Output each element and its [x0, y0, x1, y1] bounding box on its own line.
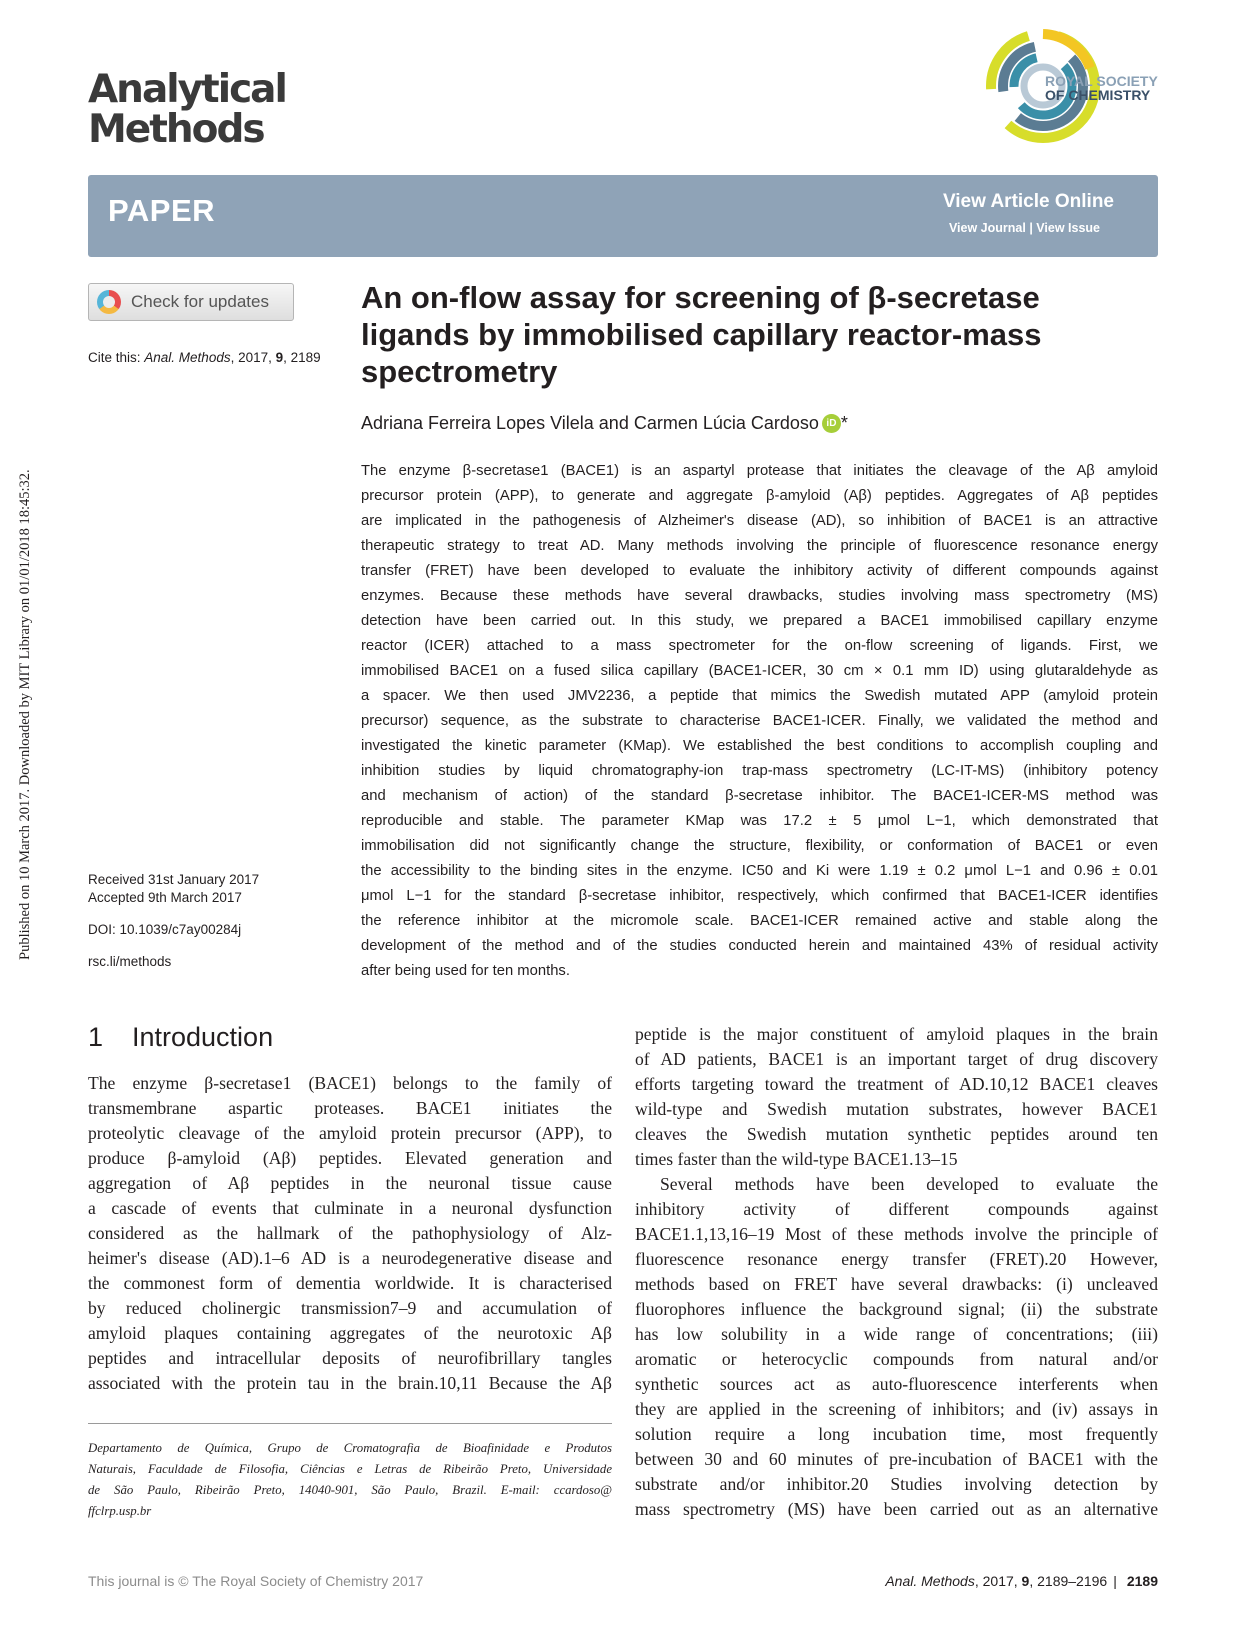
- body-line: heimer's disease (AD).1–6 AD is a neurodegenerative disease and: [88, 1248, 612, 1268]
- journal-title: [88, 67, 286, 152]
- check-for-updates-button[interactable]: [88, 283, 294, 321]
- footnote-line: de São Paulo, Ribeirão Preto, 14040-901, São Paulo, Brazil. E-mail: ccardoso@: [88, 1483, 612, 1497]
- abstract-line: after being used for ten months.: [361, 963, 570, 979]
- abstract-line: a spacer. We then used JMV2236, a peptide that mimics the Swedish mutated APP (amyloid protein: [361, 688, 1158, 704]
- abstract-line: investigated the kinetic parameter (KMap). We established the best conditions to accomplish coupling and: [361, 738, 1158, 754]
- abstract-line: reactor (ICER) attached to a mass spectrometer for the on-flow screening of ligands. First, we: [361, 638, 1158, 654]
- article-title: [361, 279, 1151, 390]
- view-article-online-link[interactable]: View Article Online: [942, 191, 1114, 212]
- abstract-line: the reference inhibitor at the micromole scale. BACE1-ICER remained active and stable along the: [361, 913, 1158, 929]
- journal-title-line2: Methods: [88, 107, 264, 152]
- download-note-text: Published on 10 March 2017. Downloaded by MIT Library on 01/01/2018 18:45:32.: [17, 469, 33, 960]
- body-line: synthetic sources act as auto-fluorescence interferents when: [635, 1374, 1158, 1394]
- journal-title-line1: Analytical: [88, 67, 286, 112]
- body-line: substrate and/or inhibitor.20 Studies involving detection by: [635, 1474, 1158, 1494]
- body-line: wild-type and Swedish mutation substrates, however BACE1: [635, 1099, 1158, 1119]
- abstract: [361, 459, 1158, 984]
- body-line: they are applied in the screening of inhibitors; and (iv) assays in: [635, 1399, 1158, 1419]
- check-for-updates-label: Check for updates: [131, 292, 269, 311]
- accepted-date: Accepted 9th March 2017: [88, 890, 242, 905]
- doi[interactable]: DOI: 10.1039/c7ay00284j: [88, 922, 242, 937]
- abstract-line: detection have been carried out. In this study, we prepared a BACE1 immobilised capillary enzyme: [361, 613, 1158, 629]
- body-line: considered as the hallmark of the pathophysiology of Alz-: [88, 1223, 612, 1243]
- body-line: proteolytic cleavage of the amyloid protein precursor (APP), to: [88, 1123, 612, 1143]
- body-line: inhibitory activity of different compounds against: [635, 1199, 1158, 1219]
- body-column-left: [88, 1071, 612, 1396]
- authors: [361, 413, 848, 434]
- body-line: of AD patients, BACE1 is an important target of drug discovery: [635, 1049, 1158, 1069]
- rsc-logo-line2: OF CHEMISTRY: [1045, 87, 1151, 103]
- abstract-line: therapeutic strategy to treat AD. Many methods involving the principle of fluorescence resonance energy: [361, 538, 1158, 554]
- body-line: aromatic or heterocyclic compounds from natural and/or: [635, 1349, 1158, 1369]
- title-line: spectrometry: [361, 354, 558, 389]
- rsc-logo: [985, 28, 1160, 146]
- received-date: Received 31st January 2017: [88, 872, 260, 887]
- cite-journal: Anal. Methods: [144, 350, 231, 365]
- view-journal-link[interactable]: View Journal: [948, 221, 1026, 235]
- body-line: solution require a long incubation time, most frequently: [635, 1424, 1158, 1444]
- body-line: mass spectrometry (MS) have been carried out as an alternative: [635, 1499, 1158, 1519]
- body-line: the commonest form of dementia worldwide. It is characterised: [88, 1273, 612, 1293]
- citation: [88, 350, 321, 365]
- body-line: peptide is the major constituent of amyloid plaques in the brain: [635, 1024, 1158, 1044]
- body-line: between 30 and 60 minutes of pre-incubation of BACE1 with the: [635, 1449, 1158, 1469]
- title-line: ligands by immobilised capillary reactor-mass: [361, 317, 1042, 352]
- footnote-line: ffclrp.usp.br: [88, 1504, 152, 1518]
- body-line: has low solubility in a wide range of concentrations; (iii): [635, 1324, 1158, 1344]
- body-line: produce β-amyloid (Aβ) peptides. Elevated generation and: [88, 1148, 612, 1168]
- body-line: methods based on FRET have several drawbacks: (i) uncleaved: [635, 1274, 1158, 1294]
- body-line: The enzyme β-secretase1 (BACE1) belongs to the family of: [88, 1073, 612, 1093]
- abstract-line: development of the method and of the studies conducted herein and maintained 43% of residual activity: [361, 938, 1158, 954]
- cite-prefix: Cite this:: [88, 350, 145, 365]
- body-column-right: [635, 1022, 1158, 1522]
- cite-page: , 2189: [283, 350, 321, 365]
- abstract-line: μmol L−1 for the standard β-secretase inhibitor, respectively, which confirmed that BACE1-ICER identifies: [361, 888, 1158, 904]
- page-number: 2189: [1126, 1573, 1158, 1589]
- banner-link-separator: |: [1029, 221, 1033, 235]
- abstract-line: inhibition studies by liquid chromatography-ion trap-mass spectrometry (LC-IT-MS) (inhibitory potency: [361, 763, 1158, 779]
- corresponding-author-mark: *: [840, 413, 848, 433]
- footnote-line: Departamento de Química, Grupo de Cromatografia de Bioafinidade e Produtos: [88, 1441, 612, 1455]
- paper-banner: [88, 175, 1158, 257]
- abstract-line: enzymes. Because these methods have several drawbacks, studies involving mass spectrometry (MS): [361, 588, 1158, 604]
- footer-journal: Anal. Methods: [885, 1573, 975, 1589]
- abstract-line: are implicated in the pathogenesis of Alzheimer's disease (AD), so inhibition of BACE1 is an attractive: [361, 513, 1158, 529]
- rsc-logo-line1: ROYAL SOCIETY: [1045, 73, 1158, 89]
- body-line: Several methods have been developed to evaluate the: [660, 1174, 1158, 1194]
- body-line: fluorescence resonance energy transfer (FRET).20 However,: [635, 1249, 1158, 1269]
- view-issue-link[interactable]: View Issue: [1036, 221, 1100, 235]
- body-line: aggregation of Aβ peptides in the neuronal tissue cause: [88, 1173, 612, 1193]
- abstract-line: and mechanism of action) of the standard β-secretase inhibitor. The BACE1-ICER-MS method was: [361, 788, 1158, 804]
- footnote-line: Naturais, Faculdade de Filosofia, Ciências e Letras de Ribeirão Preto, Universidade: [88, 1462, 612, 1476]
- abstract-line: precursor) sequence, as the substrate to characterise BACE1-ICER. Finally, we validated the method and: [361, 713, 1158, 729]
- title-line: An on-flow assay for screening of β-secretase: [361, 280, 1040, 315]
- body-line: transmembrane aspartic proteases. BACE1 initiates the: [88, 1098, 612, 1118]
- body-line: BACE1.1,13,16–19 Most of these methods involve the principle of: [635, 1224, 1158, 1244]
- page-footer: [885, 1573, 1158, 1589]
- body-line: efforts targeting toward the treatment of AD.10,12 BACE1 cleaves: [635, 1074, 1158, 1094]
- body-line: times faster than the wild-type BACE1.13–15: [635, 1149, 958, 1169]
- abstract-line: immobilisation did not significantly change the structure, flexibility, or conformation of BACE1 or even: [361, 838, 1158, 854]
- section-heading: [88, 1022, 273, 1053]
- footer-volume: 9: [1021, 1573, 1030, 1589]
- body-line: by reduced cholinergic transmission7–9 and accumulation of: [88, 1298, 612, 1318]
- footnote-divider: [88, 1423, 612, 1424]
- copyright-footer: This journal is © The Royal Society of Chemistry 2017: [88, 1573, 424, 1589]
- body-line: peptides and intracellular deposits of neurofibrillary tangles: [88, 1348, 612, 1368]
- affiliation-footnote: [88, 1438, 612, 1522]
- section-title: Introduction: [132, 1022, 274, 1052]
- abstract-line: The enzyme β-secretase1 (BACE1) is an aspartyl protease that initiates the cleavage of the Aβ amyloid: [361, 463, 1158, 479]
- journal-url[interactable]: rsc.li/methods: [88, 954, 172, 969]
- footer-pages: , 2189–2196: [1029, 1573, 1108, 1589]
- body-line: cleaves the Swedish mutation synthetic peptides around ten: [635, 1124, 1158, 1144]
- footer-year: , 2017,: [974, 1573, 1022, 1589]
- banner-links: [949, 221, 1100, 235]
- abstract-line: precursor protein (APP), to generate and aggregate β-amyloid (Aβ) peptides. Aggregates of Aβ peptides: [361, 488, 1158, 504]
- orcid-icon[interactable]: iD: [822, 414, 841, 433]
- article-type-label: PAPER: [108, 193, 216, 228]
- body-line: amyloid plaques containing aggregates of the neurotoxic Aβ: [88, 1323, 612, 1343]
- cite-year: , 2017,: [230, 350, 276, 365]
- body-line: fluorophores influence the background signal; (ii) the substrate: [635, 1299, 1158, 1319]
- body-line: a cascade of events that culminate in a neuronal dysfunction: [88, 1198, 612, 1218]
- body-line: associated with the protein tau in the brain.10,11 Because the Aβ: [88, 1373, 612, 1393]
- abstract-line: reproducible and stable. The parameter KMap was 17.2 ± 5 μmol L−1, which demonstrated that: [361, 813, 1158, 829]
- abstract-line: immobilised BACE1 on a fused silica capillary (BACE1-ICER, 30 cm × 0.1 mm ID) using glutaraldehyde as: [361, 663, 1158, 679]
- section-number: 1: [88, 1022, 104, 1052]
- footer-separator: |: [1113, 1573, 1117, 1589]
- abstract-line: transfer (FRET) have been developed to evaluate the inhibitory activity of different compounds against: [361, 563, 1158, 579]
- abstract-line: the accessibility to the binding sites in the enzyme. IC50 and Ki were 1.19 ± 0.2 μmol L−1 and 0.96 ± 0.01: [361, 863, 1158, 879]
- cite-volume: 9: [275, 350, 284, 365]
- crossmark-icon: [97, 290, 121, 314]
- author-names: Adriana Ferreira Lopes Vilela and Carmen Lúcia Cardoso: [361, 413, 819, 433]
